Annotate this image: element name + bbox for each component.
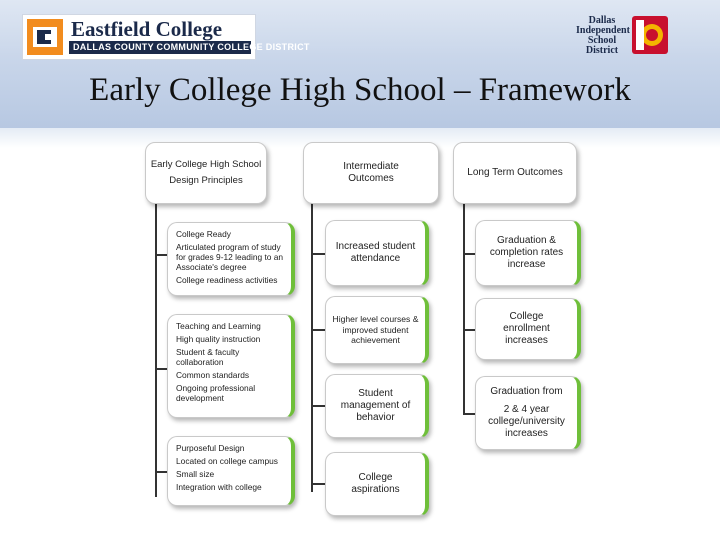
longterm-branch-3 — [463, 413, 475, 415]
disd-line-1: Dallas — [588, 15, 616, 26]
long-term-outcome-text: Graduation from — [490, 386, 563, 397]
college-ready-box — [167, 222, 295, 296]
design-connector-line — [155, 203, 157, 497]
college-ready-title: College Ready — [176, 229, 231, 239]
long-term-outcome-1 — [475, 220, 581, 286]
college-district: DALLAS COUNTY COMMUNITY COLLEGE DISTRICT — [73, 42, 310, 52]
design-branch-1 — [155, 254, 167, 256]
design-branch-2 — [155, 368, 167, 370]
purposeful-design-title: Purposeful Design — [176, 443, 245, 453]
long-term-outcomes-header — [453, 142, 577, 204]
long-term-outcome-text: 2 & 4 year college/university increases — [488, 404, 565, 439]
design-principles-header — [145, 142, 267, 204]
intermediate-branch-4 — [311, 483, 325, 485]
long-term-outcome-text: College enrollment increases — [503, 311, 550, 346]
intermediate-outcome-text: Student management of behavior — [340, 388, 411, 423]
teaching-learning-item: Ongoing professional development — [176, 383, 256, 403]
intermediate-connector-line — [311, 203, 313, 492]
disd-line-4: District — [585, 45, 619, 56]
teaching-learning-item: High quality instruction — [176, 334, 261, 344]
design-header-subtitle: Design Principles — [169, 175, 243, 186]
intermediate-outcome-1 — [325, 220, 429, 286]
long-term-outcome-3 — [475, 376, 581, 450]
purposeful-design-item: Integration with college — [176, 482, 262, 492]
intermediate-outcome-text: Increased student attendance — [335, 241, 416, 264]
intermediate-outcome-3 — [325, 374, 429, 438]
disd-name — [576, 16, 628, 56]
teaching-learning-title: Teaching and Learning — [176, 321, 261, 331]
purposeful-design-box — [167, 436, 295, 506]
intermediate-outcome-text: Higher level courses & improved student achievement — [332, 314, 419, 346]
teaching-learning-box — [167, 314, 295, 418]
disd-logo-icon — [630, 14, 670, 56]
college-ready-item: Articulated program of study for grades 9-12 leading to an Associate's degree — [176, 242, 284, 272]
college-ready-item: College readiness activities — [176, 275, 278, 285]
purposeful-design-item: Located on college campus — [176, 456, 278, 466]
long-term-outcome-text: Graduation & completion rates increase — [489, 235, 564, 270]
long-term-outcome-2 — [475, 298, 581, 360]
disd-line-3: School — [587, 35, 617, 46]
design-header-title: Early College High School — [150, 159, 262, 170]
design-branch-3 — [155, 471, 167, 473]
intermediate-outcome-4 — [325, 452, 429, 516]
teaching-learning-item: Common standards — [176, 370, 250, 380]
longterm-branch-1 — [463, 253, 475, 255]
eastfield-logo — [22, 14, 310, 60]
disd-line-2: Independent — [576, 25, 630, 36]
intermediate-outcome-2 — [325, 296, 429, 364]
intermediate-branch-2 — [311, 329, 325, 331]
college-name: Eastfield College — [71, 17, 223, 41]
purposeful-design-item: Small size — [176, 469, 215, 479]
intermediate-branch-3 — [311, 405, 325, 407]
longterm-header-title: Long Term Outcomes — [467, 167, 563, 178]
intermediate-outcomes-header — [303, 142, 439, 204]
longterm-branch-2 — [463, 329, 475, 331]
teaching-learning-item: Student & faculty collaboration — [176, 347, 240, 367]
intermediate-header-title: Intermediate Outcomes — [343, 161, 399, 184]
intermediate-outcome-text: College aspirations — [351, 472, 400, 495]
intermediate-branch-1 — [311, 253, 325, 255]
eastfield-logo-icon — [27, 19, 63, 55]
longterm-connector-line — [463, 203, 465, 415]
page-title: Early College High School – Framework — [89, 72, 631, 108]
